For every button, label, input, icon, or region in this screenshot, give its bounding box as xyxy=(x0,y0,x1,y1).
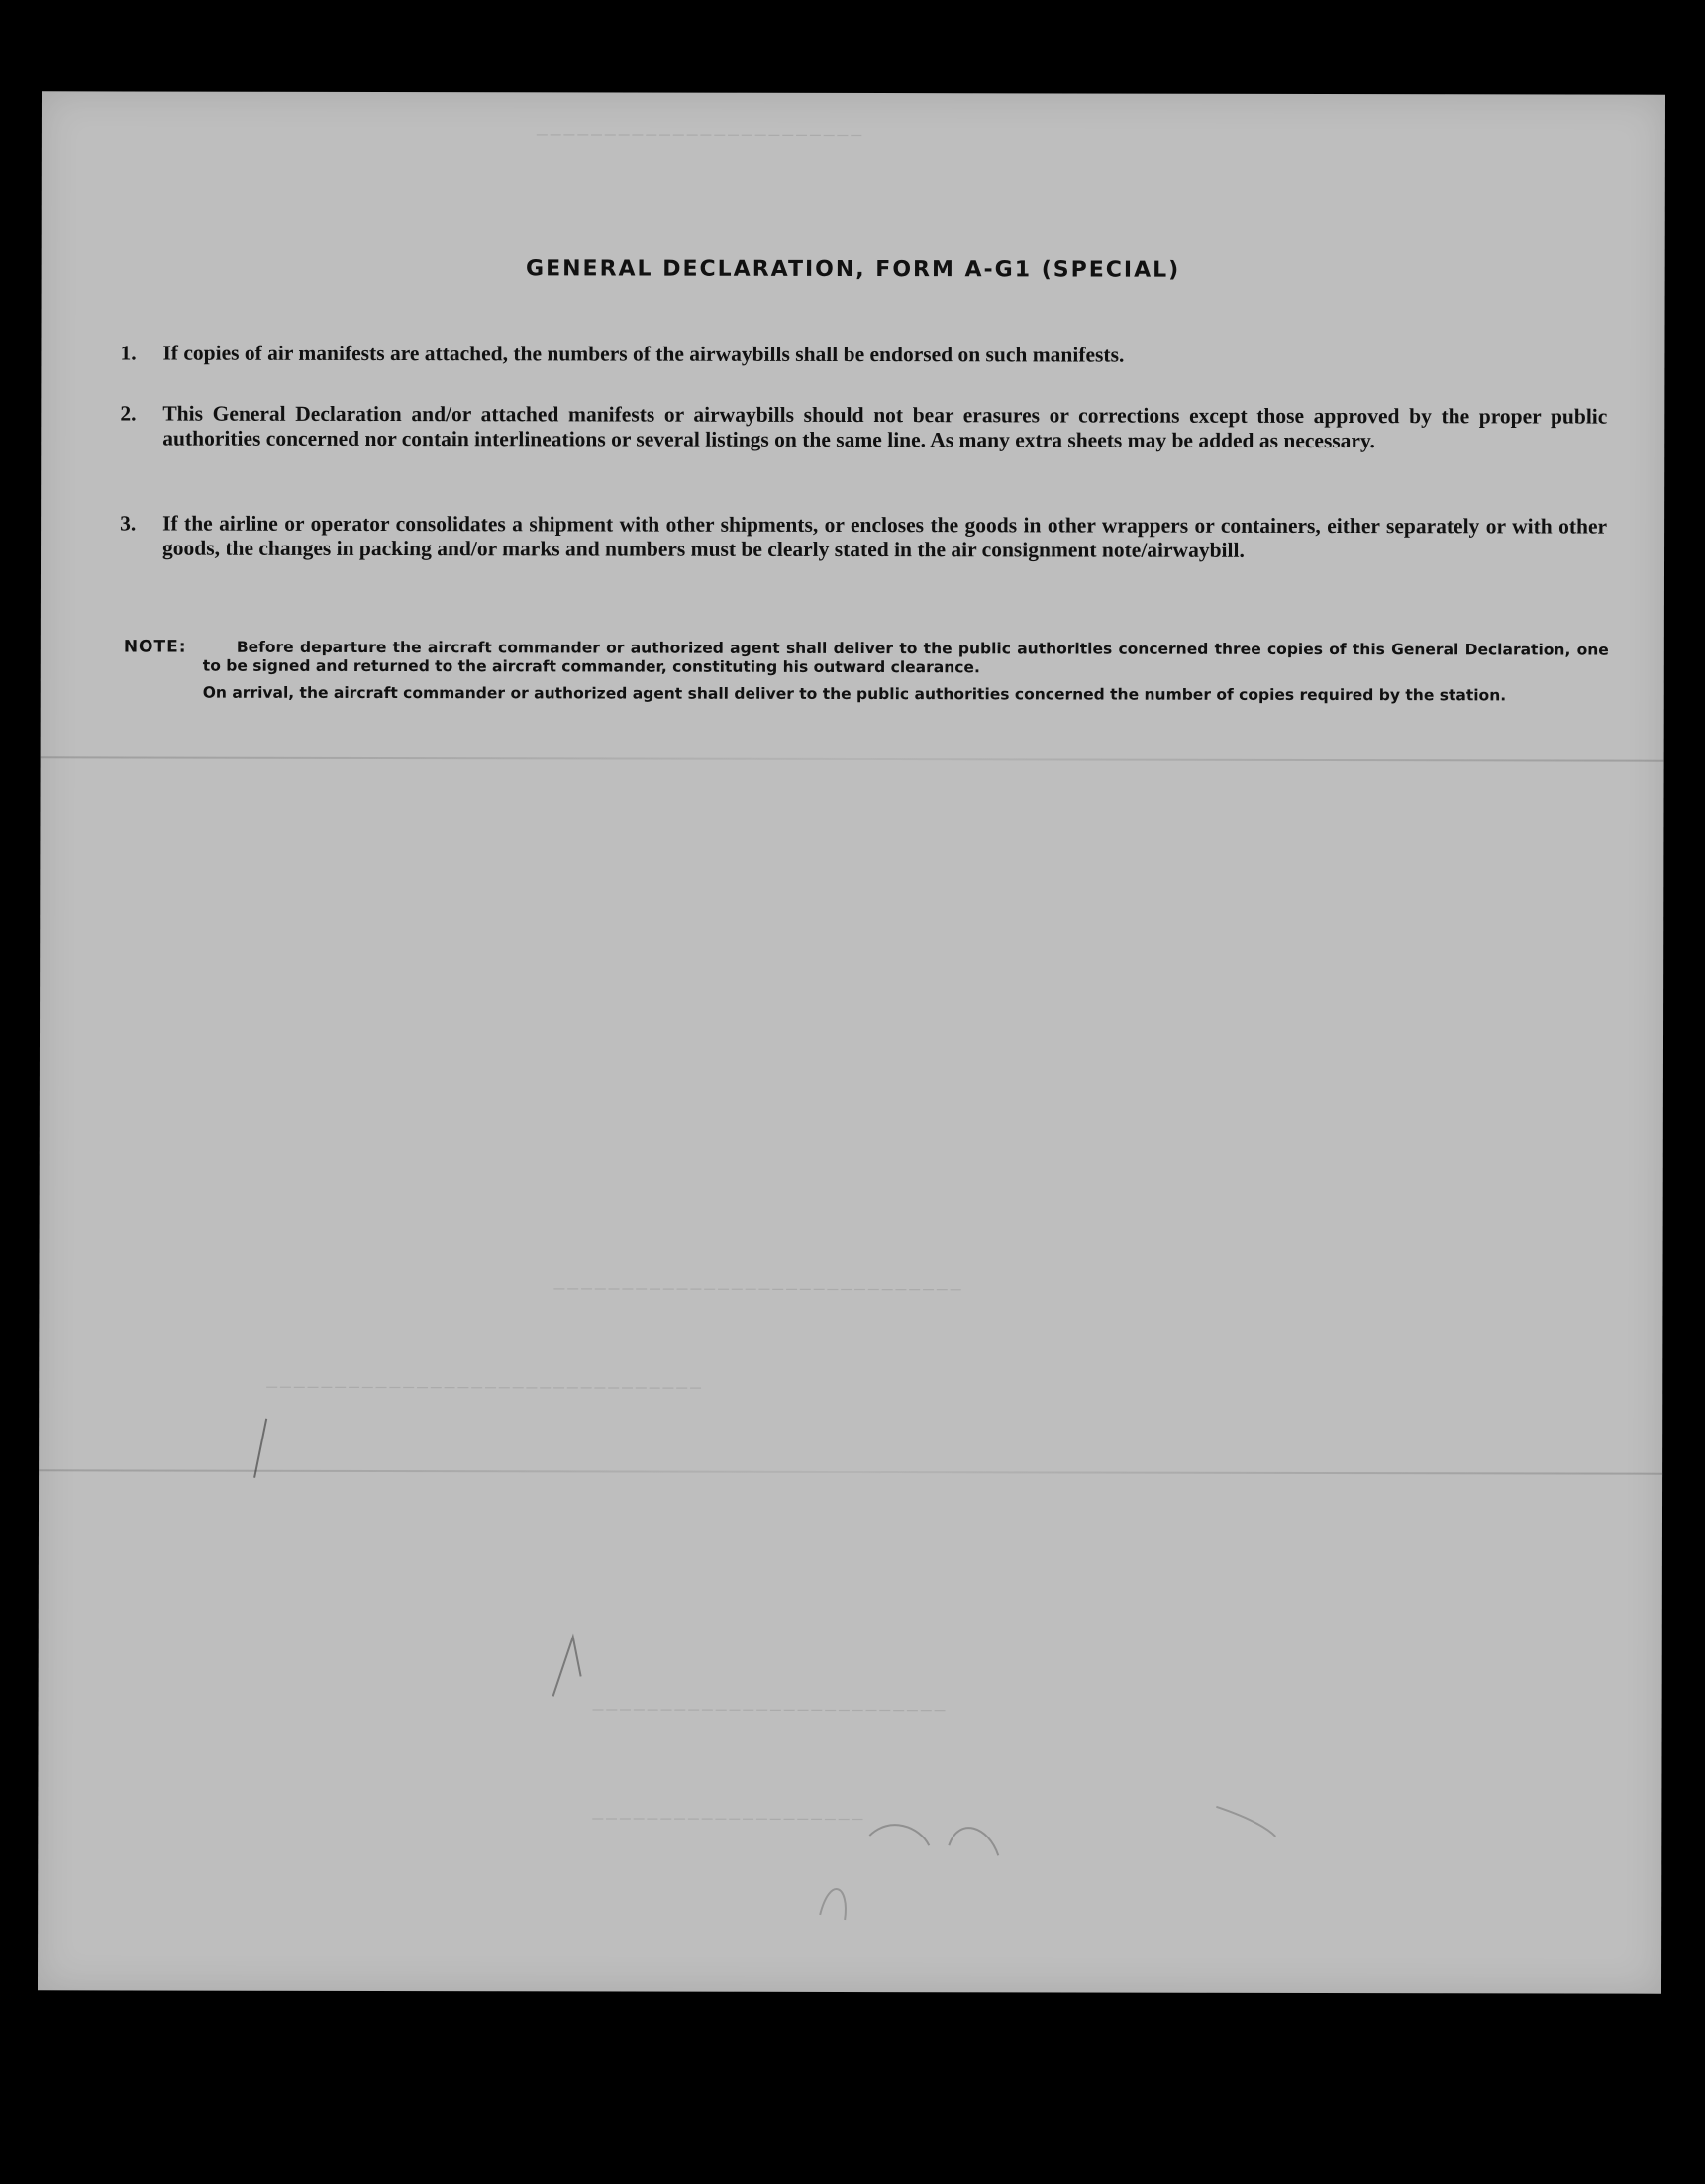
bleed-through-text: ──────────────────── xyxy=(592,1810,866,1832)
item-text: If the airline or operator consolidates a shipment with other shipments, or encloses the goods in other wrappers or containers, either separately or with other goods, the changes in packing and/or marks and numbers must be clearly stated in the air consignment note/airwaybill. xyxy=(162,511,1608,562)
bleed-through-text: ──────────────────────────────── xyxy=(266,1378,704,1400)
item-text: If copies of air manifests are attached, the numbers of the airwaybills shall be endorsed on such manifests. xyxy=(162,341,1125,367)
note-paragraph: Before departure the aircraft commander or authorized agent shall deliver to the public authorities concerned three copies of this General Declaration, one to be signed and returned to the aircraft commander, constituting his outward clearance. xyxy=(202,638,1609,677)
item-text: This General Declaration and/or attached manifests or airwaybills should not bear erasures or corrections except those approved by the proper public authorities concerned nor contain interlineations or several listings on the same line. As many extra sheets may be added as necessary. xyxy=(162,401,1608,453)
item-number: 2. xyxy=(120,401,137,426)
bleed-through-text: ──────────────────────── xyxy=(536,126,865,148)
document-title: GENERAL DECLARATION, FORM A-G1 (SPECIAL) xyxy=(526,256,1181,283)
bleed-through-text: ────────────────────────── xyxy=(592,1701,949,1723)
pencil-marks xyxy=(137,1378,1623,1936)
fold-line xyxy=(41,756,1664,761)
note-label: NOTE: xyxy=(123,637,187,657)
bleed-through-text: ────────────────────────────── xyxy=(553,1280,964,1302)
item-number: 1. xyxy=(120,341,137,365)
list-item xyxy=(120,401,1607,453)
list-item xyxy=(120,341,1607,368)
list-item xyxy=(120,511,1607,563)
note-block xyxy=(124,638,1609,705)
document-page xyxy=(38,91,1665,1993)
item-number: 3. xyxy=(120,511,137,536)
note-paragraph: On arrival, the aircraft commander or authorized agent shall deliver to the public authorities concerned the number of copies required by the station. xyxy=(202,683,1507,705)
